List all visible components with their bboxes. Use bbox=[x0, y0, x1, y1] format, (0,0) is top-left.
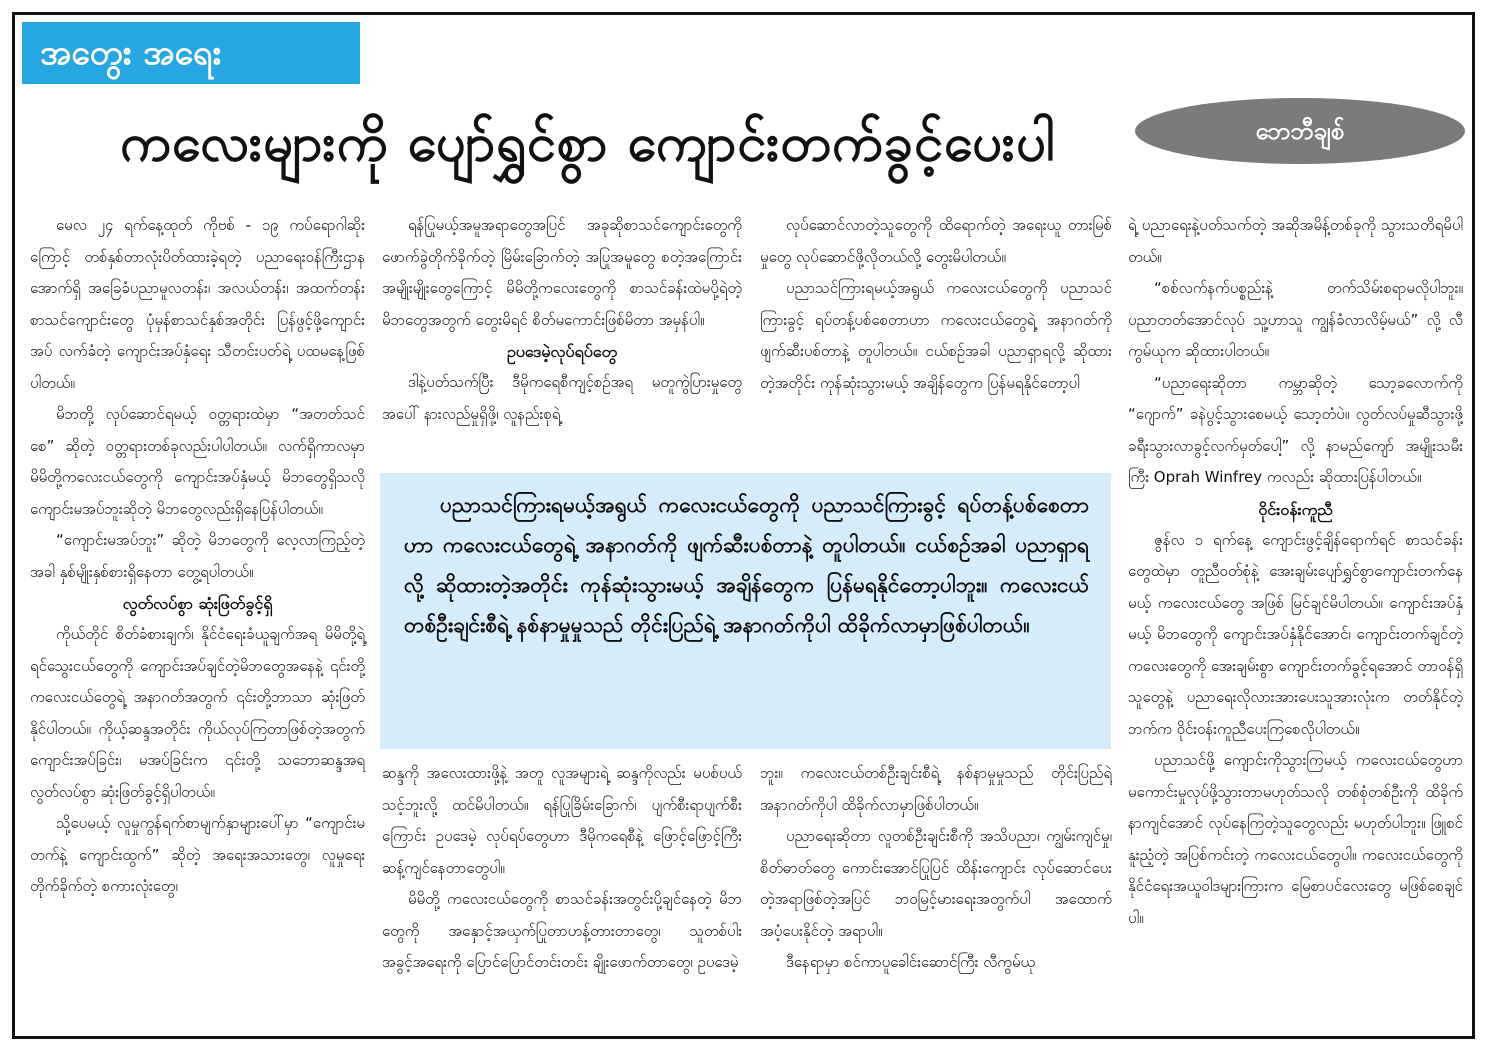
article-column-1 bbox=[30, 210, 365, 1030]
paragraph: “ကျောင်းမအပ်ဘူး” ဆိုတဲ့ မိဘတွေကို လေ့လာကြည့်တဲ့အခါ နှစ်မျိုးနှစ်စားရှိနေတာ တွေ့ရပါတယ်။ bbox=[30, 531, 365, 581]
byline-author: ဘေဘီချစ် bbox=[1135, 98, 1465, 164]
paragraph: မိဘတို့ လုပ်ဆောင်ရမယ့် ဝတ္တရားထဲမှာ “အတတ်သင်စေ” ဆိုတဲ့ ဝတ္တရားတစ်ခုလည်းပါပါတယ်။ လက်ရှိကာလမှာ မိမိတို့ကလေးငယ်တွေကို ကျောင်းအပ်နှံမယ့် မိဘတွေရှိသလို ကျောင်းမအပ်ဘူးဆိုတဲ့ မိဘတွေလည်းရှိနေပြန်ပါတယ်။ bbox=[30, 405, 365, 518]
paragraph: ပညာသင်ဖို့ ကျောင်းကိုသွားကြမယ့် ကလေးငယ်တွေဟာ မကောင်းမှုလုပ်ဖို့သွားတာမဟုတ်သလို တစ်စုံတစ်ဦးကို ထိခိုက်နာကျင်အောင် လုပ်နေကြတဲ့သူတွေလည်း မဟုတ်ပါဘူး။ ဖြူစင်နူးညံ့တဲ့ အပြစ်ကင်းတဲ့ ကလေးငယ်တွေပါ။ ကလေးငယ်တွေကို နိုင်ငံရေးအယူဝါဒများကြားက မြေစာပင်လေးတွေ မဖြစ်စေချင်ပါ။ bbox=[1128, 751, 1463, 927]
paragraph: ဒါနဲ့ပတ်သက်ပြီး ဒီမိုကရေစီကျင့်စဉ်အရ မတူကွဲပြားမှုတွေအပေါ် နားလည်မှုရှိဖို့၊ လူနည်းစုရဲ့ bbox=[382, 373, 742, 423]
paragraph: မိမိတို့ ကလေးငယ်တွေကို စာသင်ခန်းအတွင်းပို့ချင်နေတဲ့ မိဘတွေကို အနှောင့်အယှက်ပြုတာဟန့်တားတာတွေ၊ သူတစ်ပါးအခွင့်အရေးကို ပြောင်ပြောင်တင်းတင်း ချိုးဖောက်တာတွေ၊ ဥပဒေမဲ့ bbox=[382, 890, 742, 971]
paragraph: ဇွန်လ ၁ ရက်နေ့ ကျောင်းဖွင့်ချိန်ရောက်ရင် စာသင်ခန်းတွေထဲမှာ တူညီဝတ်စုံနဲ့ အေးချမ်းပျော်ရွှင်စွာကျောင်းတက်နေမယ့် ကလေးငယ်တွေ အဖြစ် မြင်ချင်မိပါတယ်။ ကျောင်းအပ်နှံမယ့် မိဘတွေကို ကျောင်းအပ်နှံနိုင်အောင်၊ ကျောင်းတက်ချင်တဲ့ကလေးတွေကို အေးချမ်းစွာ ကျောင်းတက်ခွင့်ရအောင် တာဝန်ရှိသူတွေနဲ့ ပညာရေးလိုလားအားပေးသူအားလုံးက တတ်နိုင်တဲ့ဘက်က ဝိုင်းဝန်းကူညီပေးကြစေလိုပါတယ်။ bbox=[1128, 530, 1463, 738]
paragraph: လုပ်ဆောင်လာတဲ့သူတွေကို ထိရောက်တဲ့ အရေးယူ တားမြစ်မှုတွေ လုပ်ဆောင်ဖို့လိုတယ်လို့ တွေးမိပါတယ်။ bbox=[760, 216, 1112, 266]
paragraph: ရန်ပြုမယ့်အမူအရာတွေအပြင် အခုဆိုစာသင်ကျောင်းတွေကို ဖောက်ခွဲတိုက်ခိုက်တဲ့ မြိမ်းခြောက်တဲ့ အပြုအမူတွေ စတဲ့အကြောင်းအမျိုးမျိုးတွေကြောင့် မိမိတို့ကလေးတွေကို စာသင်ခန်းထဲမပို့ရဲတဲ့ မိဘတွေအတွက် တွေးမိရင် စိတ်မကောင်းဖြစ်မိတာ အမှန်ပါ။ bbox=[382, 216, 742, 329]
subheading: လွတ်လပ်စွာ ဆုံးဖြတ်ခွင့်ရှိ bbox=[122, 594, 273, 613]
paragraph: ပညာရေးဆိုတာ လူတစ်ဦးချင်းစီကို အသိပညာ၊ ကျွမ်းကျင်မှု၊ စိတ်ဓာတ်တွေ ကောင်းအောင်ပြုပြင် ထိန်းကျောင်း လုပ်ဆောင်ပေးတဲ့အရာဖြစ်တဲ့အပြင် ဘဝမြင့်မားရေးအတွက်ပါ အထောက်အပံ့ပေးနိုင်တဲ့ အရာပါ။ bbox=[760, 827, 1112, 940]
article-column-3-top bbox=[760, 210, 1112, 470]
paragraph: “စစ်လက်နက်ပစ္စည်းနဲ့ တက်သိမ်းစရာမလိုပါဘူး။ ပညာတတ်အောင်လုပ် သူ့ဟာသူ ကျွန်ခံလာလိမ့်မယ်” လို့ လီကွမ်ယုက ဆိုထားပါတယ်။ bbox=[1128, 279, 1463, 360]
headline: ကလေးများကို ပျော်ရွှင်စွာ ကျောင်းတက်ခွင့်ပေးပါ bbox=[120, 113, 1056, 173]
subheading: ဝိုင်းဝန်းကူညီ bbox=[1258, 499, 1333, 519]
paragraph: ရဲ့ ပညာရေးနဲ့ပတ်သက်တဲ့ အဆိုအမိန့်တစ်ခုကို သွားသတိရမိပါတယ်။ bbox=[1128, 216, 1463, 266]
article-column-3-bottom bbox=[760, 758, 1112, 1033]
paragraph: ပညာသင်ကြားရမယ့်အရွယ် ကလေးငယ်တွေကို ပညာသင်ကြားခွင့် ရပ်တန့်ပစ်စေတာဟာ ကလေးငယ်တွေရဲ့ အနာဂတ်ကို ဖျက်ဆီးပစ်တာနဲ့ တူပါတယ်။ ငယ်စဉ်အခါ ပညာရှာရလို့ ဆိုထားတဲ့အတိုင်း ကုန်ဆုံးသွားမယ့် အချိန်တွေက ပြန်မရနိုင်တော့ပါ bbox=[760, 279, 1112, 392]
section-tag: အတွေး အရေး bbox=[22, 22, 360, 84]
paragraph: မေလ ၂၄ ရက်နေ့ထုတ် ကိုဗစ် - ၁၉ ကပ်ရောဂါဆိုးကြောင့် တစ်နှစ်တာလုံးပိတ်ထားခဲ့ရတဲ့ ပညာရေးဝန်ကြီးဌာနအောက်ရှိ အခြေခံပညာမူလတန်း၊ အလယ်တန်း၊ အထက်တန်းစာသင်ကျောင်းတွေ ပုံမှန်စာသင်နှစ်အတိုင်း ပြန်ဖွင့်ဖို့ကျောင်းအပ် လက်ခံတဲ့ ကျောင်းအပ်နှံရေး သီတင်းပတ်ရဲ့ ပထမနေ့ဖြစ်ပါတယ်။ bbox=[30, 216, 365, 392]
paragraph: “ပညာရေးဆိုတာ ကမ္ဘာဆိုတဲ့ သော့ခလောက်ကို “ဂျောက်” ခနဲပွင့်သွားစေမယ့် သော့တံပဲ။ လွတ်လပ်မှုဆီသွားဖို့ ခရီးသွားလာခွင့်လက်မှတ်ပေါ့” လို့ နာမည်ကျော် အမျိုးသမီးကြီး Oprah Winfrey ကလည်း ဆိုထားပြန်ပါတယ်။ bbox=[1128, 373, 1463, 486]
paragraph: ကိုယ်တိုင် စိတ်ခံစားချက်၊ နိုင်ငံရေးခံယူချက်အရ မိမိတို့ရဲ့ ရင်သွေးငယ်တွေကို ကျောင်းအပ်ချင်တဲ့မိဘတွေအနေနဲ့ ၎င်းတို့ကလေးငယ်တွေရဲ့ အနာဂတ်အတွက် ၎င်းတို့ဘာသာ ဆုံးဖြတ်နိုင်ပါတယ်။ ကိုယ့်ဆန္ဒအတိုင်း ကိုယ်လုပ်ကြတာဖြစ်တဲ့အတွက် ကျောင်းအပ်ခြင်း၊ မအပ်ခြင်းက ၎င်းတို့ သဘောဆန္ဒအရ လွတ်လပ်စွာ ဆုံးဖြတ်ခွင့်ရှိပါတယ်။ bbox=[30, 625, 365, 801]
subheading: ဥပဒေမဲ့လုပ်ရပ်တွေ bbox=[506, 342, 618, 361]
paragraph: သို့ပေမယ့် လူမှုကွန်ရက်စာမျက်နှာများပေါ်မှာ “ကျောင်းမတက်နဲ့ ကျောင်းထွက်” ဆိုတဲ့ အရေးအသားတွေ၊ လူမှုရေးတိုက်ခိုက်တဲ့ စကားလုံးတွေ၊ bbox=[30, 814, 365, 895]
paragraph: ဒီနေရာမှာ စင်ကာပူခေါင်းဆောင်ကြီး လီကွမ်ယု bbox=[786, 953, 1036, 971]
article-column-2-top bbox=[382, 210, 742, 470]
pull-quote-text: ပညာသင်ကြားရမယ့်အရွယ် ကလေးငယ်တွေကို ပညာသင်ကြားခွင့် ရပ်တန့်ပစ်စေတာဟာ ကလေးငယ်တွေရဲ့ အနာဂတ်ကို ဖျက်ဆီးပစ်တာနဲ့ တူပါတယ်။ ငယ်စဉ်အခါ ပညာရှာရလို့ ဆိုထားတဲ့အတိုင်း ကုန်ဆုံးသွားမယ့် အချိန်တွေက ပြန်မရနိုင်တော့ပါဘူး။ ကလေးငယ်တစ်ဦးချင်းစီရဲ့ နစ်နာမှုမှုသည် တိုင်းပြည်ရဲ့ အနာဂတ်ကိုပါ ထိခိုက်လာမှာဖြစ်ပါတယ်။ bbox=[404, 493, 1089, 637]
pull-quote bbox=[380, 473, 1111, 749]
article-column-2-bottom bbox=[382, 758, 742, 1033]
article-column-4 bbox=[1128, 210, 1463, 1032]
paragraph: ဆန္ဒကို အလေးထားဖို့နဲ့ အတူ လူအများရဲ့ ဆန္ဒကိုလည်း မပစ်ပယ်သင့်ဘူးလို့ ထင်မိပါတယ်။ ရန်ပြုခြိမ်းခြောက်၊ ပျက်စီးရာပျက်စီးကြောင်း ဥပဒေမဲ့ လုပ်ရပ်တွေဟာ ဒီမိုကရေစီနဲ့ ဖြောင့်ဖြောင့်ကြီး ဆန့်ကျင်နေတာတွေပါ။ bbox=[382, 764, 742, 877]
paragraph: ဘူး။ ကလေးငယ်တစ်ဦးချင်းစီရဲ့ နစ်နာမှုမှုသည် တိုင်းပြည်ရဲ့ အနာဂတ်ကိုပါ ထိခိုက်လာမှာဖြစ်ပါတယ်။ bbox=[760, 764, 1112, 814]
